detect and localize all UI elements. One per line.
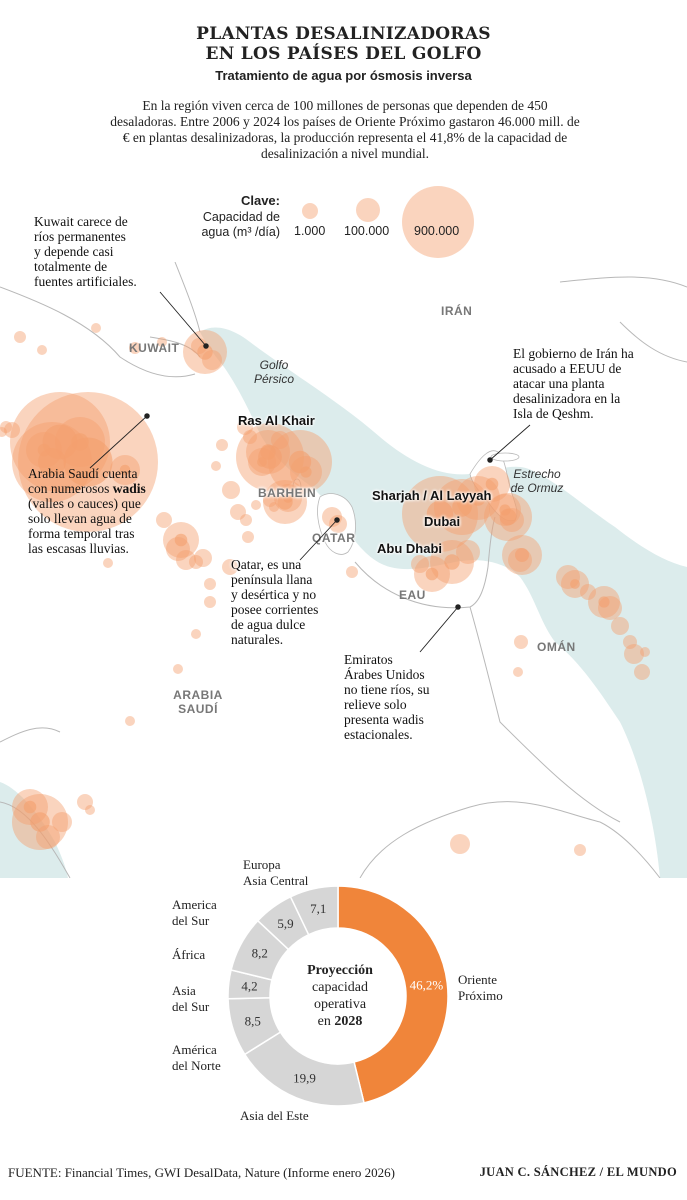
label-barhein: BARHEIN <box>258 486 317 500</box>
label-oman: OMÁN <box>537 640 576 654</box>
label-estrecho-line-2: de Ormuz <box>510 481 564 495</box>
leader-arabia <box>90 416 147 468</box>
note-arabia-line-6: las escasas lluvias. <box>28 541 129 556</box>
donut-label-europa <box>243 857 308 889</box>
donut-label-europa-1: Europa <box>243 857 281 872</box>
label-iran: IRÁN <box>441 304 473 318</box>
donut-label-asia-sur-1: Asia <box>172 983 196 998</box>
label-golfo-line-1: Golfo <box>259 358 289 372</box>
donut-center-label <box>292 962 388 1030</box>
note-qatar-line-4: posee corrientes <box>231 602 319 617</box>
note-eau-line-1: Emiratos <box>344 652 393 667</box>
key-value-large: 900.000 <box>414 224 460 238</box>
donut-value-label: 46,2% <box>409 977 444 993</box>
leader-arabia-dot <box>145 414 150 419</box>
leader-qatar <box>300 520 337 560</box>
note-iran-line-3: atacar una planta <box>513 376 605 391</box>
note-eau-line-2: Árabes Unidos <box>344 667 425 682</box>
donut-label-america-sur <box>172 897 217 929</box>
key-value-small: 1.000 <box>294 224 326 238</box>
label-ras-al-khair: Ras Al Khair <box>238 413 315 428</box>
note-eau-line-3: no tiene ríos, su <box>344 682 430 697</box>
note-iran-line-4: desalinizadora en la <box>513 391 621 406</box>
donut-label-oriente-1: Oriente <box>458 972 497 987</box>
donut-label-oriente-2: Próximo <box>458 988 503 1003</box>
note-eau-line-6: estacionales. <box>344 727 413 742</box>
subtitle: Tratamiento de agua por ósmosis inversa <box>215 68 472 83</box>
donut-label-asia-este: Asia del Este <box>240 1108 309 1123</box>
donut-center-year: 2028 <box>334 1014 363 1029</box>
note-qatar-line-5: de agua dulce <box>231 617 306 632</box>
leader-kuwait-dot <box>204 344 209 349</box>
label-kuwait: KUWAIT <box>129 341 180 355</box>
donut-value-label: 5,9 <box>277 916 294 932</box>
title-line-1: PLANTAS DESALINIZADORAS <box>196 24 491 44</box>
label-sharjah: Sharjah / Al Layyah <box>372 488 492 503</box>
label-qatar: QATAR <box>312 531 356 545</box>
credit: JUAN C. SÁNCHEZ / EL MUNDO <box>479 1165 677 1179</box>
label-arabia-line-1: ARABIA <box>173 688 223 702</box>
note-iran-line-5: Isla de Qeshm. <box>513 406 594 421</box>
label-estrecho-line-1: Estrecho <box>513 467 561 481</box>
donut-label-asia-sur-2: del Sur <box>172 999 210 1014</box>
donut-value-label: 4,2 <box>241 978 258 994</box>
label-golfo-line-2: Pérsico <box>253 372 294 386</box>
note-eau-line-5: presenta wadis <box>344 712 424 727</box>
donut-label-oriente <box>458 972 503 1004</box>
note-eau-line-4: relieve solo <box>344 697 407 712</box>
note-iran-line-2: acusado a EEUU de <box>513 361 622 376</box>
note-arabia-wadis: wadis <box>112 481 146 496</box>
note-arabia-line-2-text: con numerosos <box>28 481 113 496</box>
leader-eau-dot <box>456 605 461 610</box>
donut-value-label: 19,9 <box>293 1070 316 1086</box>
donut-value-label: 8,2 <box>251 945 268 961</box>
note-kuwait-line-3: y depende casi <box>34 244 114 259</box>
note-arabia-line-4: solo llevan agua de <box>28 511 132 526</box>
donut-center-line-3: operativa <box>313 997 367 1012</box>
donut-label-america-norte-1: América <box>172 1042 217 1057</box>
donut-center-line-1: Proyección <box>307 963 373 978</box>
note-qatar-line-2: península llana <box>231 572 313 587</box>
leader-qatar-dot <box>335 518 340 523</box>
note-arabia-line-5: forma temporal tras <box>28 526 135 541</box>
note-kuwait-line-4: totalmente de <box>34 259 108 274</box>
note-qatar-line-3: y desértica y no <box>231 587 317 602</box>
donut-label-asia-sur <box>172 983 209 1015</box>
note-kuwait-line-1: Kuwait carece de <box>34 214 128 229</box>
key-desc-line-2: agua (m³ /día) <box>201 225 280 239</box>
note-arabia-line-3: (valles o cauces) que <box>28 496 141 511</box>
label-dubai: Dubai <box>424 514 461 529</box>
donut-label-america-norte <box>172 1042 221 1074</box>
leader-kuwait <box>160 292 206 346</box>
donut-label-america-sur-1: America <box>172 897 217 912</box>
note-qatar-line-6: naturales. <box>231 632 284 647</box>
intro-text: En la región viven cerca de 100 millones de personas que dependen de 450 desaladoras. Entre 2006 y 2024 los países de Oriente Próximo gastaron 46.000 mill. de € en plantas desalinizadoras, la producción representa el 41,8% de la capacidad de desalinización a nivel mundial. <box>110 98 580 161</box>
label-abu-dhabi: Abu Dhabi <box>377 541 442 556</box>
donut-label-africa: África <box>172 947 206 962</box>
note-kuwait-line-2: ríos permanentes <box>34 229 126 244</box>
label-eau: EAU <box>399 588 426 602</box>
donut-center-en: en <box>317 1014 335 1029</box>
donut-label-america-norte-2: del Norte <box>172 1058 221 1073</box>
note-iran-line-1: El gobierno de Irán ha <box>513 346 634 361</box>
key-value-medium: 100.000 <box>344 224 390 238</box>
key-title: Clave: <box>240 193 280 208</box>
leader-iran-dot <box>488 458 493 463</box>
source-note: FUENTE: Financial Times, GWI DesalData, Nature (Informe enero 2026) <box>8 1165 396 1180</box>
donut-value-label: 7,1 <box>310 901 327 917</box>
note-qatar-line-1: Qatar, es una <box>231 557 302 572</box>
note-arabia-line-1: Arabia Saudí cuenta <box>28 466 138 481</box>
key-desc-line-1: Capacidad de <box>202 210 280 224</box>
donut-label-america-sur-2: del Sur <box>172 913 210 928</box>
title-line-2: EN LOS PAÍSES DEL GOLFO <box>205 44 482 64</box>
donut-center-line-4 <box>292 1013 388 1030</box>
leader-iran <box>490 425 530 460</box>
note-kuwait-line-5: fuentes artificiales. <box>34 274 137 289</box>
donut-center-line-2: capacidad <box>312 980 368 995</box>
label-arabia-line-2: SAUDÍ <box>178 702 218 716</box>
donut-label-europa-2: Asia Central <box>243 873 309 888</box>
leader-eau <box>420 607 458 652</box>
donut-value-label: 8,5 <box>244 1013 261 1029</box>
